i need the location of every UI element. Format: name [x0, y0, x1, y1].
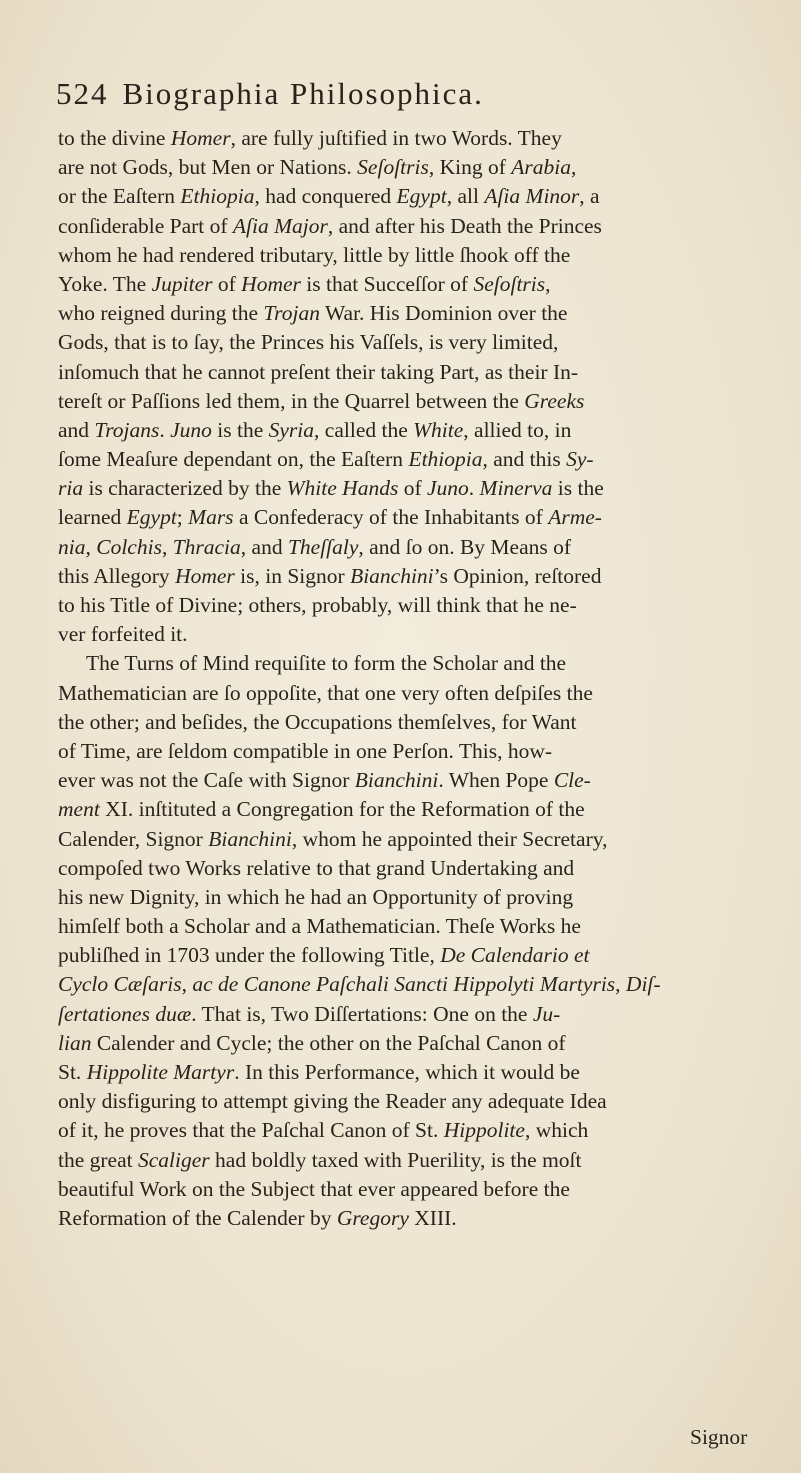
- text-line: whom he had rendered tributary, little by little ſhook off the: [58, 242, 571, 267]
- text-line: Gods, that is to ſay, the Princes his Vaſſels, is very limited,: [58, 330, 559, 355]
- text-line: The Turns of Mind requiſite to form the Scholar and the: [86, 651, 567, 676]
- page-number: 524: [56, 76, 109, 111]
- text-line: ſome Meaſure dependant on, the Eaſtern Ethiopia, and this Sy-: [58, 447, 594, 472]
- text-line: ſertationes duæ. That is, Two Diſſertations: One on the Ju-: [58, 1001, 561, 1026]
- running-title: Biographia Philosophica.: [122, 76, 484, 111]
- text-line: publiſhed in 1703 under the following Title, De Calendario et: [58, 943, 590, 968]
- text-line: lian Calender and Cycle; the other on the Paſchal Canon of: [58, 1030, 566, 1055]
- text-line: learned Egypt; Mars a Confederacy of the Inhabitants of Arme-: [58, 505, 602, 530]
- text-line: conſiderable Part of Aſia Major, and after his Death the Princes: [58, 213, 602, 238]
- text-line: Reformation of the Calender by Gregory XIII.: [58, 1205, 457, 1230]
- text-line: ver forfeited it.: [58, 622, 188, 647]
- body-text: [58, 124, 758, 1233]
- text-line: ria is characterized by the White Hands of Juno. Minerva is the: [58, 476, 604, 501]
- text-line: the great Scaliger had boldly taxed with Puerility, is the moſt: [58, 1147, 582, 1172]
- text-line: or the Eaſtern Ethiopia, had conquered Egypt, all Aſia Minor, a: [58, 184, 600, 209]
- text-line: of Time, are ſeldom compatible in one Perſon. This, how-: [58, 738, 553, 763]
- text-line: of it, he proves that the Paſchal Canon of St. Hippolite, which: [58, 1118, 589, 1143]
- text-line: inſomuch that he cannot preſent their taking Part, as their In-: [58, 359, 579, 384]
- text-line: tereſt or Paſſions led them, in the Quarrel between the Greeks: [58, 388, 585, 413]
- running-header: [56, 76, 756, 112]
- text-line: this Allegory Homer is, in Signor Bianchini’s Opinion, reſtored: [58, 563, 602, 588]
- text-line: only disfiguring to attempt giving the Reader any adequate Idea: [58, 1089, 607, 1114]
- text-line: compoſed two Works relative to that grand Undertaking and: [58, 855, 575, 880]
- text-line: Calender, Signor Bianchini, whom he appointed their Secretary,: [58, 826, 608, 851]
- text-line: his new Dignity, in which he had an Opportunity of proving: [58, 884, 574, 909]
- text-line: St. Hippolite Martyr. In this Performance, which it would be: [58, 1060, 580, 1084]
- text-line: ever was not the Caſe with Signor Bianchini. When Pope Cle-: [58, 768, 591, 793]
- text-line: Mathematician are ſo oppoſite, that one very often deſpiſes the: [58, 680, 593, 705]
- text-line: ment XI. inſtituted a Congregation for the Reformation of the: [58, 797, 585, 822]
- text-line: and Trojans. Juno is the Syria, called the White, allied to, in: [58, 417, 572, 442]
- text-line: himſelf both a Scholar and a Mathematician. Theſe Works he: [58, 914, 581, 939]
- text-line: are not Gods, but Men or Nations. Seſoſtris, King of Arabia,: [58, 155, 577, 180]
- text-line: nia, Colchis, Thracia, and Theſſaly, and ſo on. By Means of: [58, 534, 572, 559]
- text-line: who reigned during the Trojan War. His Dominion over the: [58, 301, 568, 326]
- text-line: the other; and beſides, the Occupations themſelves, for Want: [58, 709, 577, 734]
- text-line: to the divine Homer, are fully juſtified in two Words. They: [58, 126, 562, 150]
- text-line: beautiful Work on the Subject that ever appeared before the: [58, 1176, 570, 1201]
- text-line: to his Title of Divine; others, probably, will think that he ne-: [58, 593, 577, 617]
- catchword: Signor: [690, 1425, 748, 1449]
- text-line: Yoke. The Jupiter of Homer is that Succeſſor of Seſoſtris,: [58, 271, 551, 296]
- text-line: Cyclo Cæſaris, ac de Canone Paſchali Sancti Hippolyti Martyris, Diſ-: [58, 972, 661, 997]
